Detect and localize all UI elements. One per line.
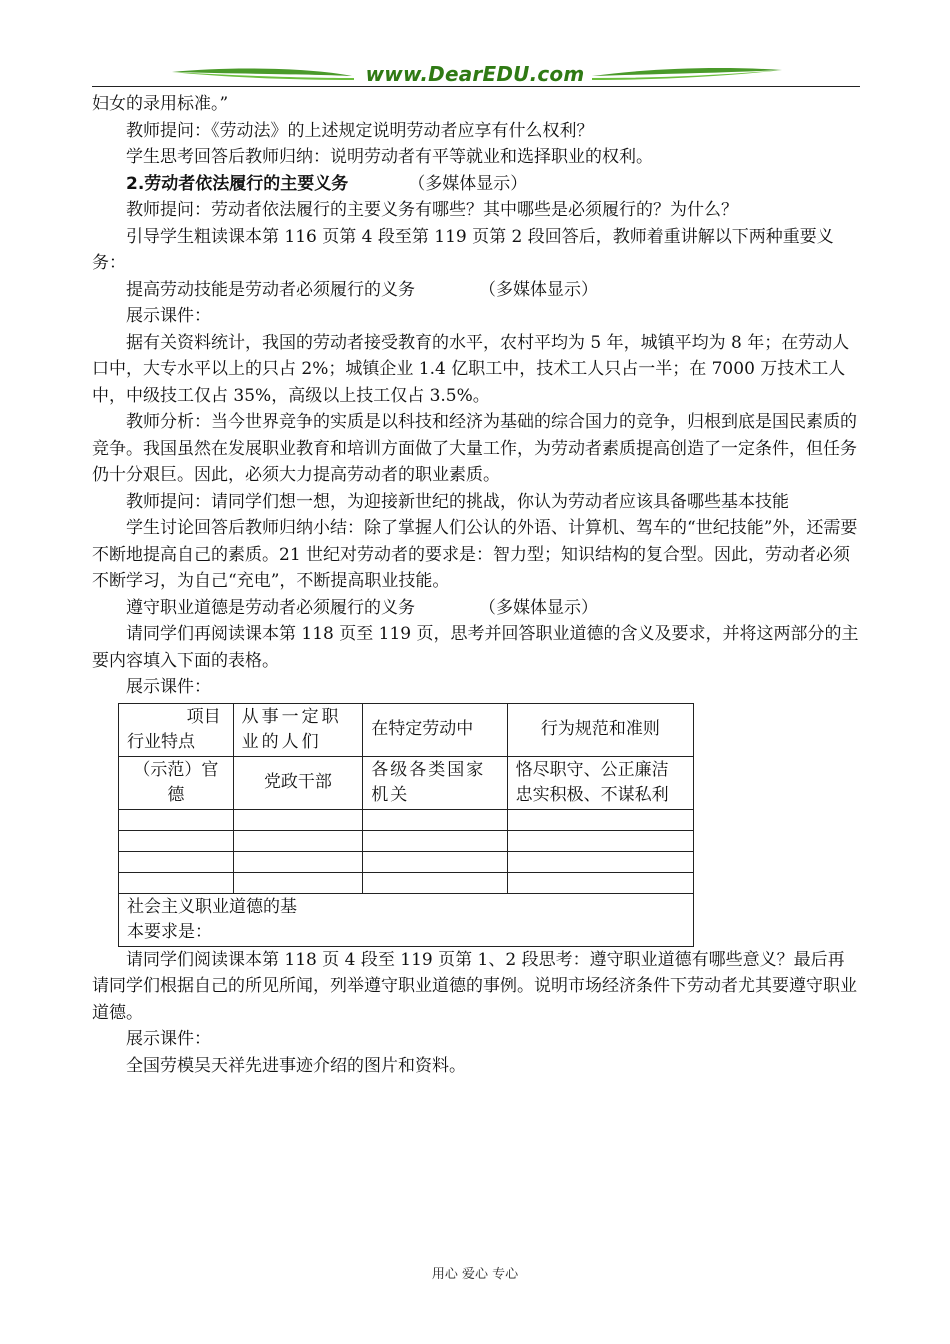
- paragraph: 学生讨论回答后教师归纳小结：除了掌握人们公认的外语、计算机、驾车的“世纪技能”外，还需要不断地提高自己的素质。21 世纪对劳动者的要求是：智力型；知识结构的复合型。因此，劳动者必须不断学习，为自己“充电”，不断提高职业技能。: [92, 518, 858, 591]
- table-row: [119, 756, 694, 809]
- paragraph: 教师分析：当今世界竞争的实质是以科技和经济为基础的综合国力的竞争，归根到底是国民素质的竞争。我国虽然在发展职业教育和培训方面做了大量工作，为劳动者素质提高创造了一定条件，但任务仍十分艰巨。因此，必须大力提高劳动者的职业素质。: [92, 412, 857, 485]
- table-row: [119, 809, 694, 830]
- section-title: 2.劳动者依法履行的主要义务: [126, 173, 349, 194]
- diagonal-header-cell: [119, 703, 234, 756]
- multimedia-note: （多媒体显示）: [479, 279, 598, 300]
- section-heading: [92, 171, 860, 198]
- table-row: [119, 851, 694, 872]
- duty-title: 遵守职业道德是劳动者必须履行的义务: [126, 597, 415, 618]
- table-cell: （示范）官德: [119, 756, 234, 809]
- table-footer-cell: [119, 893, 694, 946]
- table-cell: 各级各类国家机关: [363, 756, 507, 809]
- paragraph: 展示课件：: [126, 677, 211, 697]
- paragraph: 展示课件：: [126, 1029, 211, 1049]
- multimedia-note: （多媒体显示）: [408, 173, 528, 194]
- ethics-requirements-label: 社会主义职业道德的基本要求是：: [127, 896, 297, 942]
- page-footer: 用心 爱心 专心: [431, 1267, 519, 1282]
- paragraph: 全国劳模吴天祥先进事迹介绍的图片和资料。: [126, 1055, 466, 1076]
- paragraph: 学生思考回答后教师归纳：说明劳动者有平等就业和选择职业的权利。: [126, 147, 653, 167]
- paragraph: 教师提问：劳动者依法履行的主要义务有哪些？其中哪些是必须履行的？为什么？: [126, 200, 738, 220]
- subheading: [92, 595, 860, 622]
- professional-ethics-table: [118, 703, 694, 947]
- table-cell: 党政干部: [233, 756, 363, 809]
- site-header-banner: [92, 62, 860, 88]
- paragraph: 请同学们再阅读课本第 118 页至 119 页，思考并回答职业道德的含义及要求，并将这两部分的主要内容填入下面的表格。: [92, 624, 859, 671]
- duty-title: 提高劳动技能是劳动者必须履行的义务: [126, 279, 415, 300]
- paragraph: 教师提问：《劳动法》的上述规定说明劳动者应享有什么权利？: [126, 120, 594, 141]
- paragraph: 据有关资料统计，我国的劳动者接受教育的水平，农村平均为 5 年，城镇平均为 8 年；在劳动人口中，大专水平以上的只占 2%；城镇企业 1.4 亿职工中，技术工人只占一半；在 7000 万技术工人中，中级技工仅占 35%，高级以上技工仅占 3.5%。: [92, 332, 850, 406]
- paragraph: 引导学生粗读课本第 116 页第 4 段至第 119 页第 2 段回答后，教师着重讲解以下两种重要义务：: [92, 226, 834, 273]
- paragraph: 展示课件：: [126, 306, 211, 326]
- table-header-row: [119, 703, 694, 756]
- header-rule: [92, 86, 860, 87]
- paragraph: 请同学们阅读课本第 118 页 4 段至 119 页第 1、2 段思考：遵守职业道德有哪些意义？最后再请同学们根据自己的所见所闻，列举遵守职业道德的事例。说明市场经济条件下劳动者尤其要遵守职业道德。: [92, 949, 857, 1023]
- header-industry: 行业特点: [127, 731, 195, 752]
- table-footer-row: [119, 893, 694, 946]
- site-url-logo-text: www.DearEDU.com: [365, 62, 585, 86]
- paragraph: 妇女的录用标准。”: [92, 94, 229, 114]
- document-body: [92, 91, 860, 1079]
- header-cell: 在特定劳动中: [363, 703, 507, 756]
- header-cell: 行为规范和准则: [507, 703, 693, 756]
- table-row: [119, 872, 694, 893]
- subheading: [92, 277, 860, 304]
- header-cell: 从事一定职业的人们: [233, 703, 363, 756]
- multimedia-note: （多媒体显示）: [479, 597, 598, 618]
- table-cell: 恪尽职守、公正廉洁忠实积极、不谋私利: [507, 756, 693, 809]
- header-item: 项目: [186, 706, 221, 727]
- table-row: [119, 830, 694, 851]
- paragraph: 教师提问：请同学们想一想，为迎接新世纪的挑战，你认为劳动者应该具备哪些基本技能: [126, 491, 789, 512]
